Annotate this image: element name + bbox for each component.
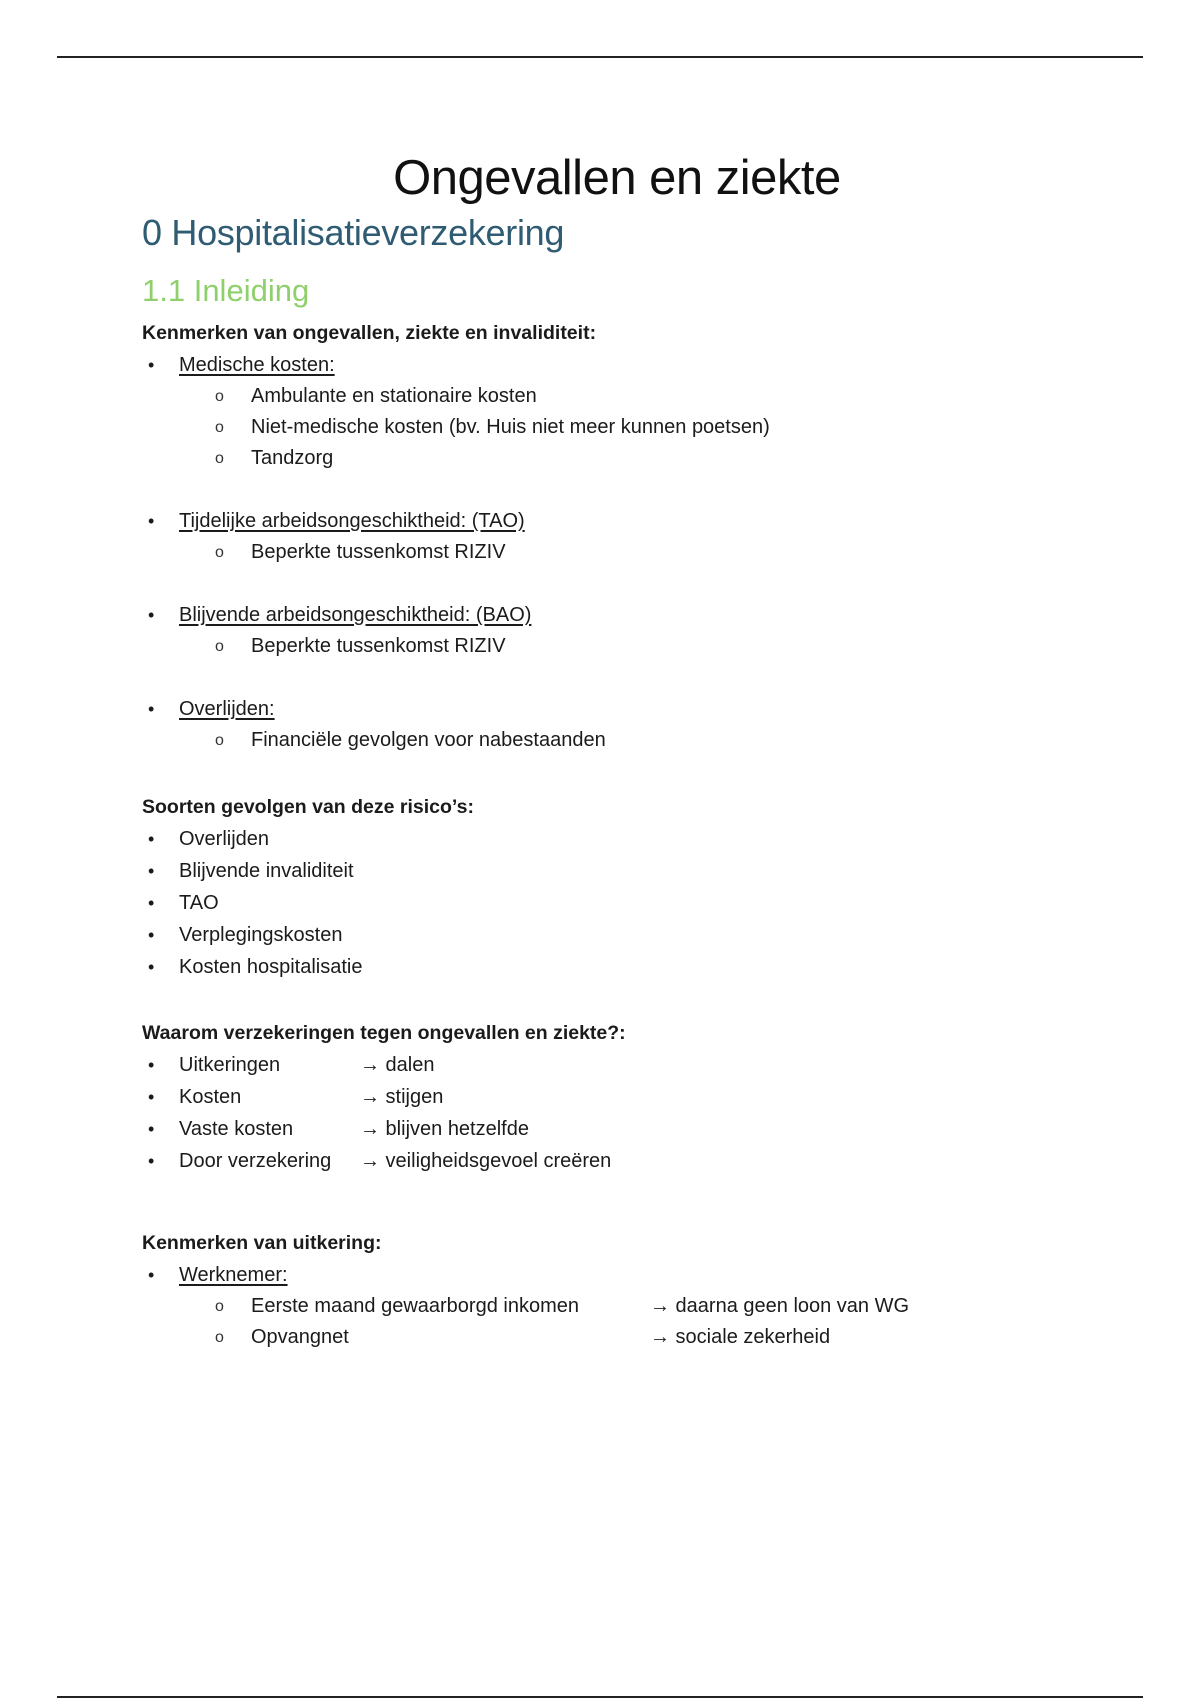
list-item-label: Overlijden: xyxy=(179,698,275,720)
circle-bullet-icon: o xyxy=(215,638,224,655)
arrow-note: → dalen xyxy=(360,1054,435,1076)
bullet-icon: • xyxy=(148,861,155,881)
sub-list-item xyxy=(142,1291,1042,1322)
circle-bullet-icon: o xyxy=(215,450,224,467)
list-item xyxy=(142,349,1042,381)
circle-bullet-icon: o xyxy=(215,732,224,749)
list-item-label: Tijdelijke arbeidsongeschiktheid: (TAO) xyxy=(179,510,525,532)
list-item xyxy=(142,1145,1042,1177)
list-item xyxy=(142,1049,1042,1081)
list-item-label: Verplegingskosten xyxy=(179,924,343,946)
list-item-label: Vaste kosten xyxy=(179,1118,294,1140)
sub-list-item xyxy=(142,1322,1042,1353)
sub-list-item xyxy=(142,537,1042,568)
list-item-label: Medische kosten: xyxy=(179,354,335,376)
list-item xyxy=(142,599,1042,631)
list-item xyxy=(142,823,1042,855)
list-item xyxy=(142,919,1042,951)
list-item xyxy=(142,1081,1042,1113)
sub-item-text: Niet-medische kosten (bv. Huis niet meer kunnen poetsen) xyxy=(251,416,770,438)
sub-item-text: Financiële gevolgen voor nabestaanden xyxy=(251,729,606,751)
arrow-note: → veiligheidsgevoel creëren xyxy=(360,1150,612,1172)
list-item xyxy=(142,855,1042,887)
sub-item-text: Eerste maand gewaarborgd inkomen xyxy=(251,1295,579,1317)
sub-item-text: Opvangnet xyxy=(251,1326,349,1348)
list-item-label: Uitkeringen xyxy=(179,1054,281,1076)
sub-list-item xyxy=(142,725,1042,756)
bullet-icon: • xyxy=(148,1151,155,1171)
bottom-border-line xyxy=(57,1696,1143,1698)
bullet-icon: • xyxy=(148,829,155,849)
list-item-label: Kosten hospitalisatie xyxy=(179,956,363,978)
sub-item-text: Ambulante en stationaire kosten xyxy=(251,385,537,407)
list-item-label: Kosten xyxy=(179,1086,242,1108)
arrow-note: → daarna geen loon van WG xyxy=(650,1295,910,1317)
section-heading: Waarom verzekeringen tegen ongevallen en ziekte?: xyxy=(142,1022,626,1044)
sub-item-text: Beperkte tussenkomst RIZIV xyxy=(251,635,506,657)
sub-item-text: Tandzorg xyxy=(251,447,334,469)
bullet-icon: • xyxy=(148,355,155,375)
list-item xyxy=(142,887,1042,919)
sub-list-item xyxy=(142,412,1042,443)
circle-bullet-icon: o xyxy=(215,419,224,436)
circle-bullet-icon: o xyxy=(215,1298,224,1315)
sub-list-item xyxy=(142,631,1042,662)
section-soorten-gevolgen xyxy=(142,791,1042,983)
list-item xyxy=(142,693,1042,725)
top-border-line xyxy=(57,56,1143,58)
section-heading: Kenmerken van ongevallen, ziekte en invaliditeit: xyxy=(142,322,597,344)
section-heading: Soorten gevolgen van deze risico’s: xyxy=(142,796,474,818)
bullet-icon: • xyxy=(148,1265,155,1285)
bullet-icon: • xyxy=(148,1119,155,1139)
list-item xyxy=(142,1113,1042,1145)
list-item-label: TAO xyxy=(179,892,219,914)
list-item-label: Blijvende arbeidsongeschiktheid: (BAO) xyxy=(179,604,532,626)
list-item xyxy=(142,951,1042,983)
circle-bullet-icon: o xyxy=(215,388,224,405)
bullet-icon: • xyxy=(148,605,155,625)
sub-item-text: Beperkte tussenkomst RIZIV xyxy=(251,541,506,563)
list-item-label: Werknemer: xyxy=(179,1264,288,1286)
bullet-icon: • xyxy=(148,511,155,531)
bullet-icon: • xyxy=(148,1055,155,1075)
document-title: Ongevallen en ziekte xyxy=(393,151,841,205)
bullet-icon: • xyxy=(148,893,155,913)
sub-list-item xyxy=(142,381,1042,412)
list-item xyxy=(142,505,1042,537)
list-item-label: Blijvende invaliditeit xyxy=(179,860,354,882)
heading-inleiding: 1.1 Inleiding xyxy=(142,273,310,308)
list-item xyxy=(142,1259,1042,1291)
arrow-note: → blijven hetzelfde xyxy=(360,1118,529,1140)
bullet-icon: • xyxy=(148,1087,155,1107)
list-item-label: Overlijden xyxy=(179,828,270,850)
arrow-note: → sociale zekerheid xyxy=(650,1326,831,1348)
sub-list-item xyxy=(142,443,1042,474)
bullet-icon: • xyxy=(148,699,155,719)
section-waarom-verzekeringen xyxy=(142,1017,1042,1177)
section-heading: Kenmerken van uitkering: xyxy=(142,1232,382,1254)
circle-bullet-icon: o xyxy=(215,1329,224,1346)
heading-hospitalisatieverzekering: 0 Hospitalisatieverzekering xyxy=(142,212,565,253)
circle-bullet-icon: o xyxy=(215,544,224,561)
bullet-icon: • xyxy=(148,957,155,977)
list-item-label: Door verzekering xyxy=(179,1150,332,1172)
section-kenmerken xyxy=(142,317,1042,756)
section-kenmerken-uitkering xyxy=(142,1227,1042,1353)
bullet-icon: • xyxy=(148,925,155,945)
arrow-note: → stijgen xyxy=(360,1086,444,1108)
